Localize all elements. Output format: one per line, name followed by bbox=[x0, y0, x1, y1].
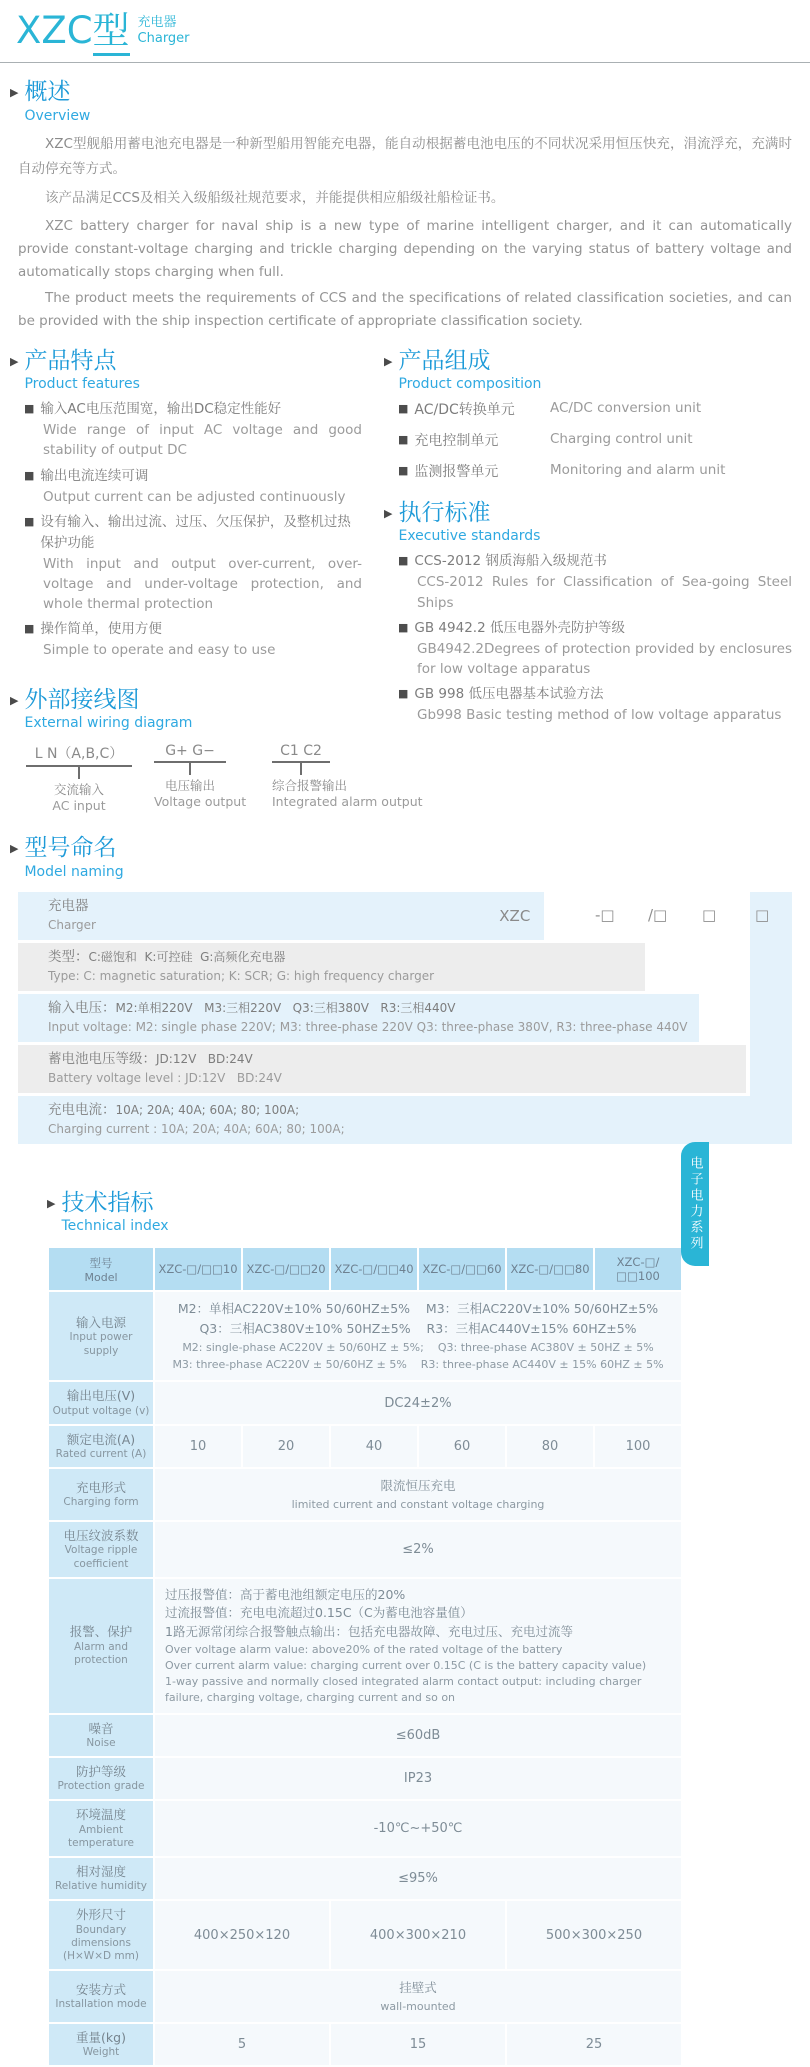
model-column-header: XZC-□/□□40 bbox=[331, 1248, 417, 1290]
overview-paragraph-cn-1: XZC型舰船用蓄电池充电器是一种新型船用智能充电器，能自动根据蓄电池电压的不同状况采用恒压快充，涓流浮充，充满时自动停充等方式。 bbox=[18, 135, 792, 178]
naming-row-type: 类型：C:磁饱和 K:可控硅 G:高频化充电器 Type: C: magnetic saturation; K: SCR; G: high frequency charger bbox=[18, 943, 645, 991]
row-label: 防护等级 Protection grade bbox=[49, 1758, 153, 1799]
row-label: 输出电压(V) Output voltage (v) bbox=[49, 1382, 153, 1423]
section-title-cn: 型号命名 bbox=[24, 835, 117, 862]
list-item: ■ 输出电流连续可调 Output current can be adjusted continuously bbox=[24, 467, 346, 505]
table-row-humidity bbox=[49, 1858, 681, 1899]
table-row-dimensions bbox=[49, 1901, 681, 1969]
rated-current-cell: 10 bbox=[155, 1426, 241, 1467]
square-bullet-icon: ■ bbox=[398, 687, 409, 701]
naming-placeholder-current: □ bbox=[755, 905, 770, 924]
list-item: ■ 设有输入、输出过流、过压、欠压保护，及整机过热保护功能 With input and output over-current, over-voltage and under-voltage protection, and whole thermal protection bbox=[24, 513, 362, 613]
naming-row-charger: 充电器 Charger XZC bbox=[18, 892, 544, 940]
page-header bbox=[0, 0, 810, 52]
row-label: 相对湿度 Relative humidity bbox=[49, 1858, 153, 1899]
table-row-ripple bbox=[49, 1522, 681, 1577]
section-arrow-icon: ▶ bbox=[384, 354, 393, 368]
section-title-en: Model naming bbox=[24, 863, 124, 880]
dimensions-cell: 500×300×250 bbox=[507, 1901, 681, 1969]
left-column bbox=[10, 347, 423, 814]
terminal-group-voltage-output: G+ G− 电压输出 Voltage output bbox=[154, 743, 247, 810]
section-arrow-icon: ▶ bbox=[10, 693, 19, 707]
wiring-terminals bbox=[26, 743, 423, 814]
list-item: ■ AC/DC转换单元 AC/DC conversion unit bbox=[398, 400, 702, 419]
table-row-weight bbox=[49, 2024, 681, 2065]
naming-row-charging-current: 充电电流：10A; 20A; 40A; 60A; 80; 100A; Charging current : 10A; 20A; 40A; 60A; 80; 100A; bbox=[18, 1096, 792, 1144]
composition-heading bbox=[384, 348, 792, 393]
table-row-output-voltage bbox=[49, 1382, 681, 1423]
terminal-group-alarm-output: C1 C2 综合报警输出 Integrated alarm output bbox=[272, 743, 423, 810]
overview-paragraph-en-1: XZC battery charger for naval ship is a new type of marine intelligent charger, and it can automatically provide constant-voltage charging and trickle charging depending on the varying status of battery voltage and automatically stops charging when full. bbox=[18, 217, 792, 280]
square-bullet-icon: ■ bbox=[398, 402, 409, 416]
product-model-title: XZC型 bbox=[16, 12, 130, 49]
technical-index-table bbox=[47, 1246, 683, 2067]
naming-placeholder-type: -□ bbox=[595, 905, 615, 924]
row-label: 充电形式 Charging form bbox=[49, 1469, 153, 1520]
rated-current-cell: 20 bbox=[243, 1426, 329, 1467]
model-column-header: XZC-□/□□80 bbox=[507, 1248, 593, 1290]
terminal-pins: C1 C2 bbox=[272, 743, 330, 763]
square-bullet-icon: ■ bbox=[398, 620, 409, 634]
naming-placeholder-voltage: /□ bbox=[648, 905, 668, 924]
square-bullet-icon: ■ bbox=[398, 463, 409, 477]
input-power-cell: M2：单相AC220V±10% 50/60HZ±5% M3：三相AC220V±10% 50/60HZ±5% Q3：三相AC380V±10% 50HZ±5% R3：三相AC440V±15% 60HZ±5% M2: single-phase AC220V ± 50/60HZ ± 5%; Q3: three-phase AC380V ± 50HZ ± 5% M3: three-phase AC220V ± 50/60HZ ± 5% R3: three-phase AC440V ± 15% 60HZ ± 5% bbox=[155, 1292, 681, 1380]
square-bullet-icon: ■ bbox=[24, 402, 35, 416]
weight-cell: 25 bbox=[507, 2024, 681, 2065]
section-overview bbox=[10, 79, 792, 334]
terminal-pins: G+ G− bbox=[154, 743, 226, 763]
table-row-input-power bbox=[49, 1292, 681, 1380]
charging-form-cell: 限流恒压充电 limited current and constant voltage charging bbox=[155, 1469, 681, 1520]
ripple-cell: ≤2% bbox=[155, 1522, 681, 1577]
section-title-en: Product composition bbox=[398, 376, 542, 393]
composition-list bbox=[384, 399, 792, 482]
row-label: 额定电流(A) Rated current (A) bbox=[49, 1426, 153, 1467]
noise-cell: ≤60dB bbox=[155, 1715, 681, 1756]
features-heading bbox=[10, 348, 362, 393]
terminal-tick bbox=[78, 767, 80, 779]
terminal-tick bbox=[189, 763, 191, 775]
section-features bbox=[10, 348, 362, 661]
model-column-header: XZC-□/□□10 bbox=[155, 1248, 241, 1290]
alarm-protection-cell: 过压报警值：高于蓄电池组额定电压的20% 过流报警值：充电电流超过0.15C（C为蓄电池容量值） 1路无源常闭综合报警触点输出：包括充电器故障、充电过压、充电过流等 Over voltage alarm value: above20% of the rated voltage of the battery Over current alarm value: charging current over 0.15C (C is the battery capacity value) 1-way passive and normally closed integrated alarm contact output: including charger failure, charging voltage, charging current and so on bbox=[155, 1579, 681, 1713]
right-column bbox=[384, 348, 792, 814]
naming-row-battery-voltage: 蓄电池电压等级：JD:12V BD:24V Battery voltage level : JD:12V BD:24V bbox=[18, 1045, 746, 1093]
naming-placeholder-battery: □ bbox=[702, 905, 717, 924]
section-wiring-diagram bbox=[10, 686, 423, 814]
product-name-en: Charger bbox=[137, 31, 190, 47]
section-title-cn: 产品特点 bbox=[24, 347, 117, 374]
section-arrow-icon: ▶ bbox=[47, 1196, 56, 1210]
section-title-en: Technical index bbox=[61, 1218, 169, 1235]
table-row-protection-grade bbox=[49, 1758, 681, 1799]
section-title-en: Executive standards bbox=[398, 528, 541, 545]
product-name bbox=[138, 12, 190, 48]
naming-row-input-voltage: 输入电压：M2:单相220V M3:三相220V Q3:三相380V R3:三相440V Input voltage: M2: single phase 220V; M3: three-phase 220V Q3: three-phase 380V, R3: three-phase 440V bbox=[18, 994, 699, 1042]
section-title-cn: 技术指标 bbox=[61, 1189, 154, 1216]
section-title-en: Product features bbox=[24, 376, 140, 393]
overview-paragraph-cn-2: 该产品满足CCS及相关入级船级社规范要求，并能提供相应船级社船检证书。 bbox=[45, 189, 505, 206]
terminal-tick bbox=[300, 763, 302, 775]
row-label: 外形尺寸 Boundary dimensions (H×W×D mm) bbox=[49, 1901, 153, 1969]
product-name-cn: 充电器 bbox=[137, 15, 177, 30]
installation-cell: 挂壁式 wall-mounted bbox=[155, 1971, 681, 2022]
features-list bbox=[10, 399, 362, 660]
table-row-installation bbox=[49, 1971, 681, 2022]
protection-grade-cell: IP23 bbox=[155, 1758, 681, 1799]
wiring-heading bbox=[10, 687, 362, 732]
model-column-header: XZC-□/□□100 bbox=[595, 1248, 681, 1290]
overview-paragraphs bbox=[18, 132, 792, 334]
section-title-en: External wiring diagram bbox=[24, 715, 193, 732]
weight-cell: 15 bbox=[331, 2024, 505, 2065]
square-bullet-icon: ■ bbox=[24, 514, 35, 528]
series-side-tab: 电子电力系列 bbox=[681, 1142, 709, 1266]
list-item: ■ 输入AC电压范围宽，输出DC稳定性能好 Wide range of input AC voltage and good stability of output DC bbox=[24, 401, 362, 459]
weight-cell: 5 bbox=[155, 2024, 329, 2065]
section-arrow-icon: ▶ bbox=[10, 354, 19, 368]
row-label: 输入电源 Input power supply bbox=[49, 1292, 153, 1380]
table-row-temperature bbox=[49, 1801, 681, 1856]
naming-heading bbox=[10, 835, 792, 880]
output-voltage-cell: DC24±2% bbox=[155, 1382, 681, 1423]
temperature-cell: -10℃~+50℃ bbox=[155, 1801, 681, 1856]
standards-heading bbox=[384, 500, 792, 545]
terminal-pins: L N（A,B,C） bbox=[26, 743, 132, 767]
model-column-header: XZC-□/□□60 bbox=[419, 1248, 505, 1290]
table-header-row bbox=[49, 1248, 681, 1290]
standards-list bbox=[384, 551, 792, 725]
table-row-noise bbox=[49, 1715, 681, 1756]
dimensions-cell: 400×300×210 bbox=[331, 1901, 505, 1969]
two-column-area bbox=[10, 348, 792, 814]
section-title-en: Overview bbox=[24, 107, 91, 124]
square-bullet-icon: ■ bbox=[24, 622, 35, 636]
section-model-naming bbox=[10, 835, 792, 1144]
rated-current-cell: 40 bbox=[331, 1426, 417, 1467]
table-row-charging-form bbox=[49, 1469, 681, 1520]
section-title-cn: 产品组成 bbox=[398, 347, 491, 374]
model-column-header: XZC-□/□□20 bbox=[243, 1248, 329, 1290]
row-label: 重量(kg) Weight bbox=[49, 2024, 153, 2065]
list-item: ■ 监测报警单元 Monitoring and alarm unit bbox=[398, 461, 726, 480]
list-item: ■ 充电控制单元 Charging control unit bbox=[398, 431, 693, 450]
list-item: ■ CCS-2012 钢质海船入级规范书 CCS-2012 Rules for Classification of Sea-going Steel Ships bbox=[398, 553, 792, 611]
square-bullet-icon: ■ bbox=[398, 433, 409, 447]
overview-heading bbox=[10, 79, 792, 124]
rated-current-cell: 80 bbox=[507, 1426, 593, 1467]
table-row-rated-current bbox=[49, 1426, 681, 1467]
section-title-cn: 外部接线图 bbox=[24, 686, 140, 713]
model-code: XZC bbox=[499, 906, 531, 925]
square-bullet-icon: ■ bbox=[24, 468, 35, 482]
list-item: ■ 操作简单，使用方便 Simple to operate and easy to use bbox=[24, 621, 276, 659]
row-label: 安装方式 Installation mode bbox=[49, 1971, 153, 2022]
list-item: ■ GB 4942.2 低压电器外壳防护等级 GB4942.2Degrees of protection provided by enclosures for low voltage apparatus bbox=[398, 619, 792, 678]
section-standards bbox=[384, 500, 792, 726]
section-arrow-icon: ▶ bbox=[10, 86, 19, 99]
model-naming-table bbox=[18, 892, 792, 1144]
section-arrow-icon: ▶ bbox=[10, 842, 19, 856]
row-label: 电压纹波系数 Voltage ripple coefficient bbox=[49, 1522, 153, 1577]
rated-current-cell: 100 bbox=[595, 1426, 681, 1467]
terminal-group-ac-input: L N（A,B,C） 交流输入 AC input bbox=[26, 743, 132, 813]
section-title-cn: 执行标准 bbox=[398, 499, 491, 526]
header-divider bbox=[0, 62, 810, 63]
list-item: ■ GB 998 低压电器基本试验方法 Gb998 Basic testing method of low voltage apparatus bbox=[398, 686, 782, 724]
row-label: 报警、保护 Alarm and protection bbox=[49, 1579, 153, 1713]
table-row-alarm bbox=[49, 1579, 681, 1713]
model-header-cell: 型号 Model bbox=[49, 1248, 153, 1290]
dimensions-cell: 400×250×120 bbox=[155, 1901, 329, 1969]
row-label: 环境温度 Ambient temperature bbox=[49, 1801, 153, 1856]
section-title-cn: 概述 bbox=[24, 79, 71, 105]
row-label: 噪音 Noise bbox=[49, 1715, 153, 1756]
rated-current-cell: 60 bbox=[419, 1426, 505, 1467]
section-composition bbox=[384, 348, 792, 482]
square-bullet-icon: ■ bbox=[398, 554, 409, 568]
overview-paragraph-en-2: The product meets the requirements of CCS and the specifications of related classification societies, and can be provided with the ship inspection certificate of appropriate classification society. bbox=[18, 290, 792, 330]
humidity-cell: ≤95% bbox=[155, 1858, 681, 1899]
section-arrow-icon: ▶ bbox=[384, 506, 393, 520]
